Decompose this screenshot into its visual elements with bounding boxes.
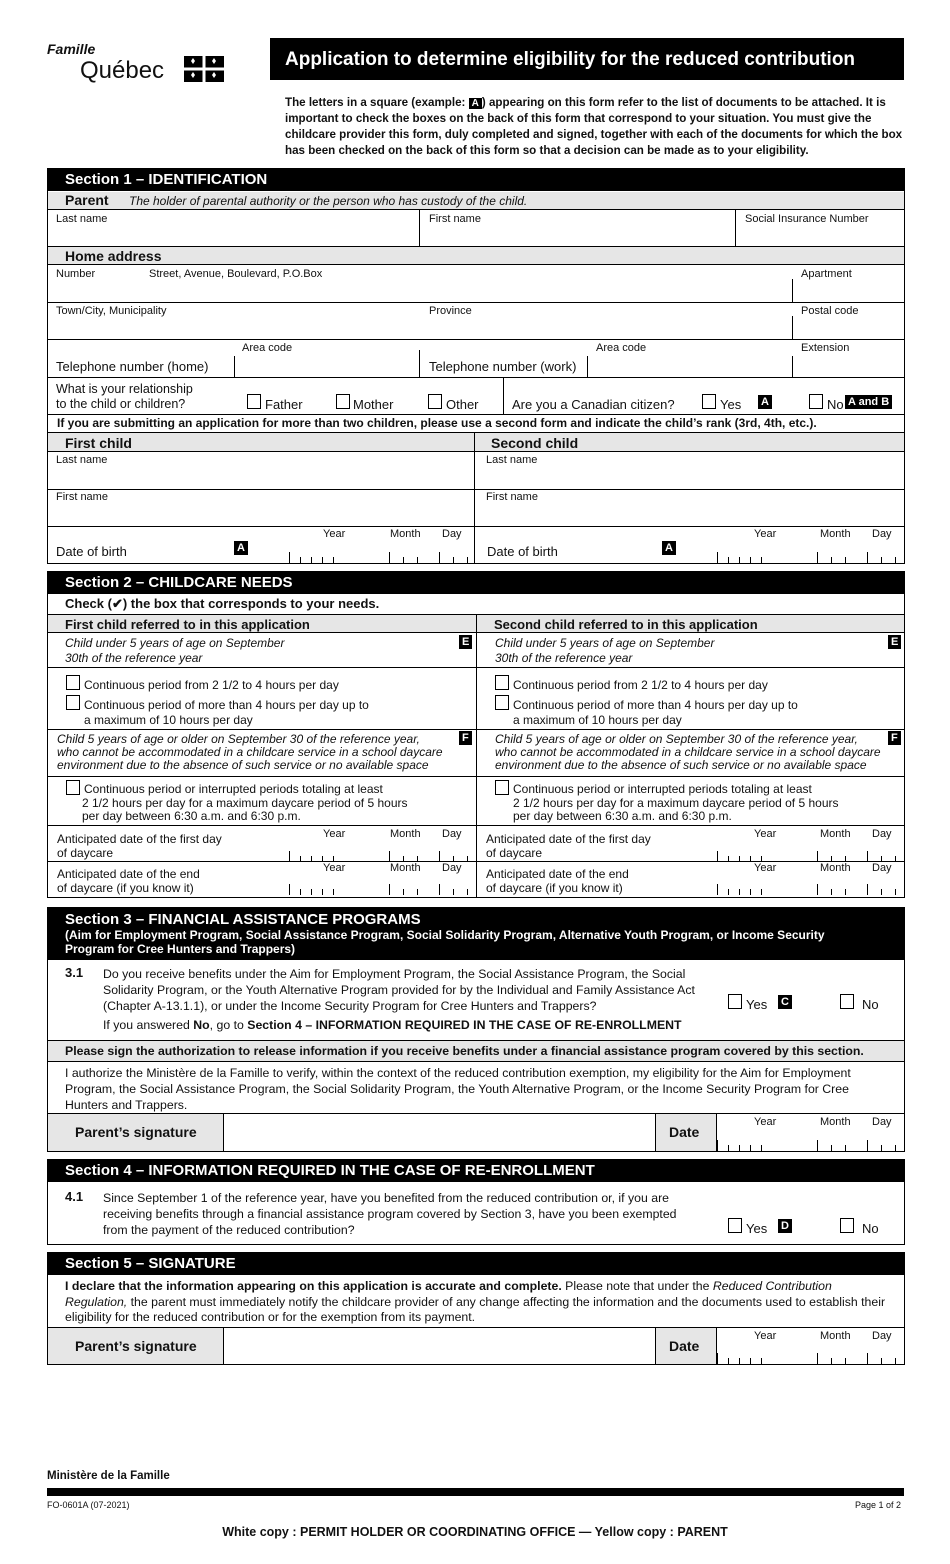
date-tick xyxy=(867,884,868,895)
citizen-no-label: No xyxy=(827,397,844,412)
other-label: Other xyxy=(446,397,479,412)
date-tick xyxy=(453,557,454,563)
date-tick xyxy=(881,889,882,895)
child1-over5-text: Child 5 years of age or older on September 30 of the reference year, who cannot be accommodated in a childcare service in a school daycare environment due to the absence of such service or no available space xyxy=(57,732,443,772)
date-tick xyxy=(817,1140,818,1151)
tel-work-label: Telephone number (work) xyxy=(429,359,577,374)
child1-first-name-input[interactable] xyxy=(56,505,470,523)
s3-year-label: Year xyxy=(754,1116,777,1128)
first-child-label: First child xyxy=(65,435,132,451)
declaration-text: I declare that the information appearing on this application is accurate and complete. Please note that under the Reduced Contribution Regulation, the parent must immediately notify the childcare provider of any change affecting the information and the documents used to establish their eligibility for the reduced contribution or for the exemption from its payment. xyxy=(65,1279,886,1324)
sign-notice: Please sign the authorization to release information if you receive benefits under a financial assistance program covered by this section. xyxy=(65,1044,864,1058)
date-tick xyxy=(333,557,334,563)
date-tick xyxy=(831,557,832,563)
child2-opt3-checkbox[interactable] xyxy=(495,780,509,795)
child2-dob-tag-a: A xyxy=(662,541,676,555)
child1-last-name-label: Last name xyxy=(56,454,108,466)
town-input[interactable] xyxy=(56,319,416,337)
q41-no-label: No xyxy=(862,1221,879,1236)
date-tick xyxy=(750,557,751,563)
child1-start-year-label: Year xyxy=(323,828,346,840)
area-code-home-label: Area code xyxy=(242,342,293,354)
date-tick xyxy=(831,1145,832,1151)
q41-yes-label: Yes xyxy=(746,1221,768,1236)
s5-signature-label-cell xyxy=(48,1328,224,1364)
footer-form-code: FO-0601A (07-2021) xyxy=(47,1500,130,1510)
authorize-text: I authorize the Ministère de la Famille to verify, within the context of the reduced contribution exemption, my eligibility for the Aim for Employment Program, the Social Assistance Program, the Social Solidarity Program, the Youth Alternative Program, or the Income Security Program for Cree Hunters and Trappers. xyxy=(65,1066,851,1112)
date-tick xyxy=(467,889,468,895)
child1-first-day-label: Anticipated date of the first day of daycare xyxy=(57,832,222,860)
child2-tag-f: F xyxy=(888,731,901,745)
province-label: Province xyxy=(429,305,472,317)
child2-dob-input[interactable] xyxy=(717,552,902,564)
date-tick xyxy=(403,557,404,563)
s5-date-input[interactable] xyxy=(717,1353,902,1365)
tag-a: A xyxy=(758,395,772,409)
s5-signature-field[interactable] xyxy=(226,1330,652,1362)
child2-start-day-label: Day xyxy=(872,828,892,840)
q31-no-checkbox[interactable] xyxy=(840,994,854,1009)
date-tick xyxy=(881,1145,882,1151)
child2-last-name-input[interactable] xyxy=(482,468,900,486)
more-children-notice: If you are submitting an application for more than two children, please use a second form and indicate the child’s rank (3rd, 4th, etc.). xyxy=(57,416,817,430)
child1-opt2-checkbox[interactable] xyxy=(66,695,80,710)
home-address-label: Home address xyxy=(65,248,162,264)
child1-tag-f: F xyxy=(459,731,472,745)
logo-famille: Famille xyxy=(47,41,96,57)
date-tick xyxy=(311,557,312,563)
child1-first-name-label: First name xyxy=(56,491,108,503)
father-label: Father xyxy=(265,397,303,412)
s3-signature-label-cell xyxy=(48,1114,224,1151)
child2-opt3-label: Continuous period or interrupted periods totaling at least 2 1/2 hours per day for a maximum daycare period of 5 hours per day between 6:30 a.m. and 6:30 p.m. xyxy=(513,782,839,823)
q31-yes-label: Yes xyxy=(746,997,768,1012)
date-tick xyxy=(728,1145,729,1151)
street-address-input[interactable] xyxy=(56,282,786,300)
child1-dob-label: Date of birth xyxy=(56,544,127,559)
street-label: Street, Avenue, Boulevard, P.O.Box xyxy=(149,268,323,280)
s5-day-label: Day xyxy=(872,1330,892,1342)
postal-code-input[interactable] xyxy=(796,319,901,337)
child2-end-month-label: Month xyxy=(820,862,851,874)
section3-title: Section 3 – FINANCIAL ASSISTANCE PROGRAMS xyxy=(65,911,421,928)
date-tick xyxy=(717,1140,718,1151)
parent-last-name-input[interactable] xyxy=(56,226,416,244)
section3-subtitle: (Aim for Employment Program, Social Assistance Program, Social Solidarity Program, Alternative Youth Program, or Income Security Program for Cree Hunters and Trappers) xyxy=(65,928,825,956)
s3-month-label: Month xyxy=(820,1116,851,1128)
child2-end-day-label: Day xyxy=(872,862,892,874)
date-tick xyxy=(322,557,323,563)
child1-dob-tag-a: A xyxy=(234,541,248,555)
footer-ministry: Ministère de la Famille xyxy=(47,1470,170,1482)
date-tick xyxy=(867,552,868,563)
date-tick xyxy=(750,1358,751,1364)
sin-input[interactable] xyxy=(739,226,901,244)
s3-date-input[interactable] xyxy=(717,1140,902,1152)
date-tick xyxy=(289,552,290,563)
q31-no-label: No xyxy=(862,997,879,1012)
date-tick xyxy=(867,1353,868,1364)
citizen-yes-label: Yes xyxy=(720,397,742,412)
number-label: Number xyxy=(56,268,96,280)
mother-checkbox[interactable] xyxy=(336,394,350,409)
date-tick xyxy=(403,889,404,895)
section4-title: Section 4 – INFORMATION REQUIRED IN THE CASE OF RE-ENROLLMENT xyxy=(47,1159,905,1182)
title-banner xyxy=(270,38,904,80)
section2-title: Section 2 – CHILDCARE NEEDS xyxy=(47,571,905,594)
q31-goto: If you answered No, go to Section 4 – INFORMATION REQUIRED IN THE CASE OF RE-ENROLLMENT xyxy=(103,1018,682,1032)
child1-dob-month-label: Month xyxy=(390,528,421,540)
child2-dob-day-label: Day xyxy=(872,528,892,540)
child1-opt1-label: Continuous period from 2 1/2 to 4 hours per day xyxy=(84,678,339,692)
date-tick xyxy=(311,889,312,895)
child1-under5-text: Child under 5 years of age on September 30th of the reference year xyxy=(65,636,285,665)
date-tick xyxy=(831,1358,832,1364)
date-tick xyxy=(845,889,846,895)
child2-end-year-label: Year xyxy=(754,862,777,874)
date-tick xyxy=(881,1358,882,1364)
tag-d: D xyxy=(778,1219,792,1233)
logo-quebec: Québec xyxy=(80,57,165,84)
date-tick xyxy=(895,889,896,895)
q41-yes-checkbox[interactable] xyxy=(728,1218,742,1233)
section2-instruction: Check (✔) the box that corresponds to your needs. xyxy=(65,596,380,611)
child1-opt3-checkbox[interactable] xyxy=(66,780,80,795)
child2-first-name-label: First name xyxy=(486,491,538,503)
children-bar xyxy=(48,432,904,452)
child1-dob-day-label: Day xyxy=(442,528,462,540)
tel-work-input[interactable] xyxy=(591,357,789,375)
citizen-yes-checkbox[interactable] xyxy=(702,394,716,409)
extension-label: Extension xyxy=(801,342,850,354)
date-tick xyxy=(439,552,440,563)
date-tick xyxy=(289,884,290,895)
date-tick xyxy=(739,557,740,563)
date-tick xyxy=(417,889,418,895)
child2-start-year-label: Year xyxy=(754,828,777,840)
tel-home-label: Telephone number (home) xyxy=(56,359,209,374)
postal-code-label: Postal code xyxy=(801,305,859,317)
date-tick xyxy=(845,1358,846,1364)
date-tick xyxy=(739,1145,740,1151)
date-tick xyxy=(728,557,729,563)
q31-number: 3.1 xyxy=(65,965,84,980)
s5-month-label: Month xyxy=(820,1330,851,1342)
section1-title: Section 1 – IDENTIFICATION xyxy=(47,168,905,191)
date-tick xyxy=(750,889,751,895)
date-tick xyxy=(300,557,301,563)
date-tick xyxy=(750,1145,751,1151)
date-tick xyxy=(845,1145,846,1151)
date-tick xyxy=(761,557,762,563)
child1-end-year-label: Year xyxy=(323,862,346,874)
child2-dob-year-label: Year xyxy=(754,528,777,540)
mother-label: Mother xyxy=(353,397,394,412)
date-tick xyxy=(739,889,740,895)
date-tick xyxy=(728,1358,729,1364)
child1-tag-e: E xyxy=(459,635,472,649)
s5-date-label-cell xyxy=(655,1328,717,1364)
citizen-no-checkbox[interactable] xyxy=(809,394,823,409)
date-tick xyxy=(333,889,334,895)
date-tick xyxy=(817,1353,818,1364)
date-tick xyxy=(817,884,818,895)
date-tick xyxy=(717,552,718,563)
date-tick xyxy=(831,889,832,895)
child1-start-day-label: Day xyxy=(442,828,462,840)
child1-dob-input[interactable] xyxy=(289,552,474,564)
q41-number: 4.1 xyxy=(65,1189,84,1204)
date-tick xyxy=(717,884,718,895)
q31-text: Do you receive benefits under the Aim for Employment Program, the Social Assistance Program, the Social Solidarity Program, or the Youth Alternative Program provided for by the Individual and Family Assistance Act (Chapter A-13.1.1), or under the Income Security Program for Cree Hunters and Trappers? xyxy=(103,967,695,1013)
sin-label: Social Insurance Number xyxy=(745,213,869,225)
child2-first-day-label: Anticipated date of the first day of daycare xyxy=(486,832,651,860)
child2-tag-e: E xyxy=(888,635,901,649)
child1-end-day-label: Day xyxy=(442,862,462,874)
date-tick xyxy=(761,889,762,895)
second-child-label: Second child xyxy=(491,435,579,451)
relationship-question: What is your relationship to the child or children? xyxy=(56,382,193,411)
q31-yes-checkbox[interactable] xyxy=(728,994,742,1009)
s3-date-label: Date xyxy=(669,1124,700,1140)
father-checkbox[interactable] xyxy=(247,394,261,409)
footer-copies: White copy : PERMIT HOLDER OR COORDINATING OFFICE — Yellow copy : PARENT xyxy=(222,1525,728,1539)
s5-signature-label: Parent’s signature xyxy=(75,1338,197,1354)
second-child-ref: Second child referred to in this application xyxy=(494,617,758,632)
child2-end-label: Anticipated date of the end of daycare (if you know it) xyxy=(486,867,629,895)
date-tick xyxy=(389,884,390,895)
child1-dob-year-label: Year xyxy=(323,528,346,540)
child1-opt3-label: Continuous period or interrupted periods totaling at least 2 1/2 hours per day for a maximum daycare period of 5 hours per day between 6:30 a.m. and 6:30 p.m. xyxy=(82,782,408,823)
apartment-label: Apartment xyxy=(801,268,852,280)
other-checkbox[interactable] xyxy=(428,394,442,409)
parent-last-name-label: Last name xyxy=(56,213,108,225)
date-tick xyxy=(417,557,418,563)
tag-c: C xyxy=(778,995,792,1009)
s3-day-label: Day xyxy=(872,1116,892,1128)
sign-notice-bar xyxy=(48,1040,904,1062)
parent-desc: The holder of parental authority or the person who has custody of the child. xyxy=(129,194,528,208)
date-tick xyxy=(389,552,390,563)
child1-last-name-input[interactable] xyxy=(56,468,470,486)
q41-no-checkbox[interactable] xyxy=(840,1218,854,1233)
date-tick xyxy=(895,1145,896,1151)
date-tick xyxy=(761,1145,762,1151)
child2-end-date-input[interactable] xyxy=(717,884,902,896)
child2-over5-text: Child 5 years of age or older on September 30 of the reference year, who cannot be accommodated in a childcare service in a school daycare environment due to the absence of such service or no available space xyxy=(495,732,881,772)
child2-last-name-label: Last name xyxy=(486,454,538,466)
s3-signature-label: Parent’s signature xyxy=(75,1124,197,1140)
parent-first-name-input[interactable] xyxy=(423,226,731,244)
date-tick xyxy=(761,1358,762,1364)
extension-input[interactable] xyxy=(796,357,901,375)
footer-rule xyxy=(47,1488,904,1496)
page-title: Application to determine eligibility for the reduced contribution xyxy=(285,49,856,70)
date-tick xyxy=(453,889,454,895)
date-tick xyxy=(895,557,896,563)
town-label: Town/City, Municipality xyxy=(56,305,167,317)
child1-end-month-label: Month xyxy=(390,862,421,874)
date-tick xyxy=(467,557,468,563)
child2-dob-month-label: Month xyxy=(820,528,851,540)
parent-label: Parent xyxy=(65,192,109,208)
footer-page: Page 1 of 2 xyxy=(855,1500,902,1510)
date-tick xyxy=(895,1358,896,1364)
date-tick xyxy=(717,1353,718,1364)
section5-title: Section 5 – SIGNATURE xyxy=(47,1252,905,1275)
child1-opt2-label: Continuous period of more than 4 hours per day up to a maximum of 10 hours per day xyxy=(84,698,369,727)
first-child-ref: First child referred to in this application xyxy=(65,617,310,632)
area-code-work-label: Area code xyxy=(596,342,647,354)
tag-a-example: A xyxy=(469,98,482,109)
date-tick xyxy=(845,557,846,563)
date-tick xyxy=(728,889,729,895)
child1-opt1-checkbox[interactable] xyxy=(66,675,80,690)
fleur-de-lis-flag-icon xyxy=(184,56,224,82)
tel-home-input[interactable] xyxy=(238,357,416,375)
child2-opt2-checkbox[interactable] xyxy=(495,695,509,710)
child2-start-month-label: Month xyxy=(820,828,851,840)
citizen-question: Are you a Canadian citizen? xyxy=(512,397,675,412)
section3-header xyxy=(47,907,905,960)
child2-dob-label: Date of birth xyxy=(487,544,558,559)
child1-end-date-input[interactable] xyxy=(289,884,474,896)
child1-end-label: Anticipated date of the end of daycare (if you know it) xyxy=(57,867,200,895)
date-tick xyxy=(867,1140,868,1151)
date-tick xyxy=(322,889,323,895)
child2-opt2-label: Continuous period of more than 4 hours per day up to a maximum of 10 hours per day xyxy=(513,698,798,727)
home-address-bar xyxy=(48,246,904,265)
date-tick xyxy=(739,1358,740,1364)
intro-text: The letters in a square (example: A ) appearing on this form refer to the list of documents to be attached. It is important to check the boxes on the back of this form that correspond to your situation. You must give the childcare provider this form, duly completed and signed, together with each of the documents for which the box has been checked on the back of this form so that a decision can be made as to your eligibility. xyxy=(285,96,903,157)
child2-opt1-checkbox[interactable] xyxy=(495,675,509,690)
child1-start-month-label: Month xyxy=(390,828,421,840)
s5-year-label: Year xyxy=(754,1330,777,1342)
date-tick xyxy=(817,552,818,563)
apartment-input[interactable] xyxy=(796,282,901,300)
child2-under5-text: Child under 5 years of age on September 30th of the reference year xyxy=(495,636,715,665)
tag-a-and-b: A and B xyxy=(845,395,892,409)
parent-first-name-label: First name xyxy=(429,213,481,225)
q41-text: Since September 1 of the reference year, have you benefited from the reduced contribution or, if you are receiving benefits through a financial assistance program covered by Section 3, have you been exempted from the payment of the reduced contribution? xyxy=(103,1191,677,1237)
s3-date-label-cell xyxy=(655,1114,717,1151)
date-tick xyxy=(881,557,882,563)
child2-opt1-label: Continuous period from 2 1/2 to 4 hours per day xyxy=(513,678,768,692)
parent-bar xyxy=(48,192,904,209)
child2-first-name-input[interactable] xyxy=(482,505,900,523)
s5-date-label: Date xyxy=(669,1338,700,1354)
s3-signature-field[interactable] xyxy=(226,1116,652,1149)
date-tick xyxy=(300,889,301,895)
province-input[interactable] xyxy=(425,319,785,337)
date-tick xyxy=(439,884,440,895)
